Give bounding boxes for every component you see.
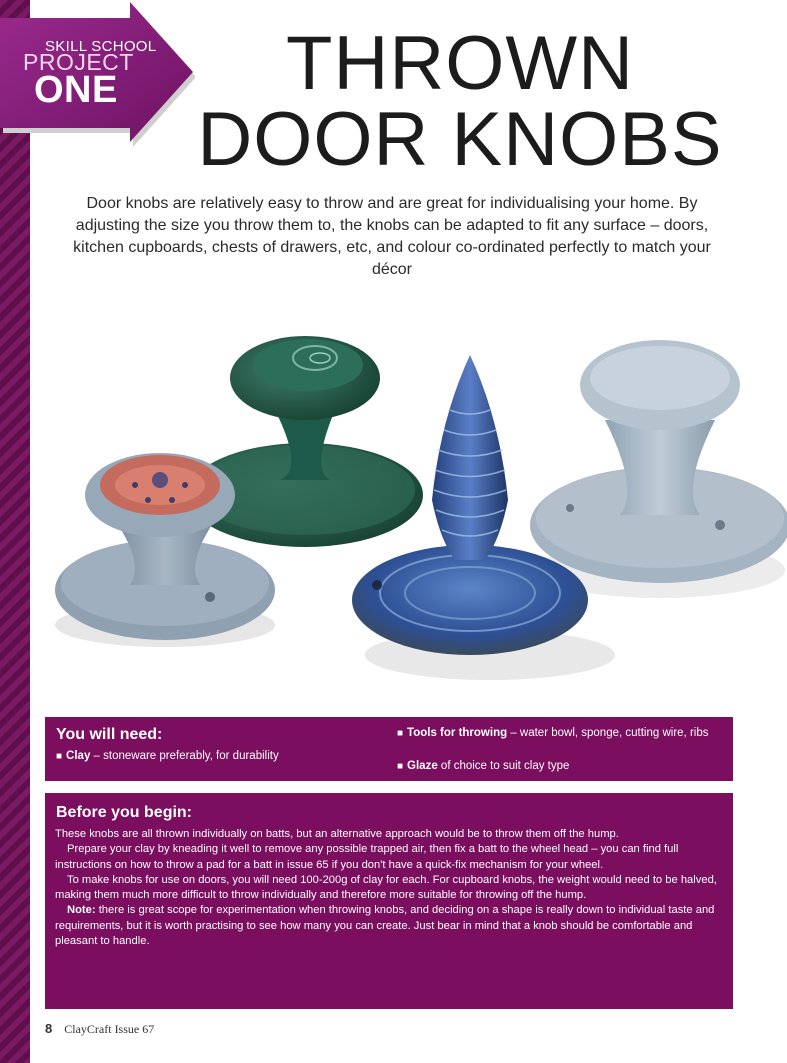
page-number: 8 <box>45 1021 53 1036</box>
you-will-need-box <box>45 717 733 781</box>
bullet-square-icon: ■ <box>56 751 63 762</box>
need-item-label: Clay <box>66 750 91 762</box>
issue-number: Issue 67 <box>114 1022 155 1036</box>
title-line-2: DOOR KNOBS <box>197 97 723 182</box>
you-will-need-heading: You will need: <box>56 726 163 743</box>
before-you-begin-text <box>55 827 727 949</box>
need-item-text: of choice to suit clay type <box>437 760 570 772</box>
bullet-square-icon: ■ <box>397 728 404 739</box>
need-item-clay <box>56 749 376 764</box>
begin-paragraph-2: Prepare your clay by kneading it well to remove any possible trapped air, then fix a batt to the wheel head – you can find full instructions on how to throw a pad for a batt in issue 65 if you don't have a quick-fix mechanism for your wheel. <box>55 843 679 871</box>
before-you-begin-heading: Before you begin: <box>56 804 193 821</box>
before-you-begin-box <box>45 793 733 1009</box>
intro-paragraph: Door knobs are relatively easy to throw and are great for individualising your home. By adjusting the size you throw them to, the knobs can be adapted to fit any surface – doors, kitchen cupboards, chests of drawers, etc, and colour co-ordinated perfectly to match your décor <box>73 195 711 278</box>
magazine-name: ClayCraft <box>64 1022 112 1036</box>
need-item-text: – stoneware preferably, for durability <box>90 750 279 762</box>
page-footer <box>45 1021 154 1037</box>
badge-number: ONE <box>34 69 118 111</box>
begin-paragraph-1: These knobs are all thrown individually on batts, but an alternative approach would be to throw them off the hump. <box>55 828 619 840</box>
begin-paragraph-4 <box>55 903 727 949</box>
need-item-label: Glaze <box>407 760 438 772</box>
begin-paragraph-3: To make knobs for use on doors, you will need 100-200g of clay for each. For cupboard knobs, the weight would need to be halved, making them much more difficult to throw individually and therefore more suitable for throwing off the hump. <box>55 873 717 902</box>
side-stripe <box>0 0 30 1063</box>
door-knobs-photo <box>30 300 787 710</box>
need-item-glaze <box>397 759 717 774</box>
bullet-square-icon: ■ <box>397 761 404 772</box>
need-item-tools <box>397 726 730 741</box>
page-title <box>160 21 760 182</box>
badge-kicker: SKILL SCHOOL <box>45 38 157 55</box>
need-item-label: Tools for throwing <box>407 727 508 739</box>
need-item-text: – water bowl, sponge, cutting wire, ribs <box>507 727 709 739</box>
note-text: there is great scope for experimentation when throwing knobs, and deciding on a shape is really down to individual taste and requirements, but it is worth practising to see how many you can create. Just bear in mind that a knob should be comfortable and pleasant to handle. <box>55 904 715 948</box>
badge-project: PROJECT <box>23 49 134 75</box>
title-line-1: THROWN <box>286 21 634 106</box>
note-label: Note: <box>67 904 96 917</box>
